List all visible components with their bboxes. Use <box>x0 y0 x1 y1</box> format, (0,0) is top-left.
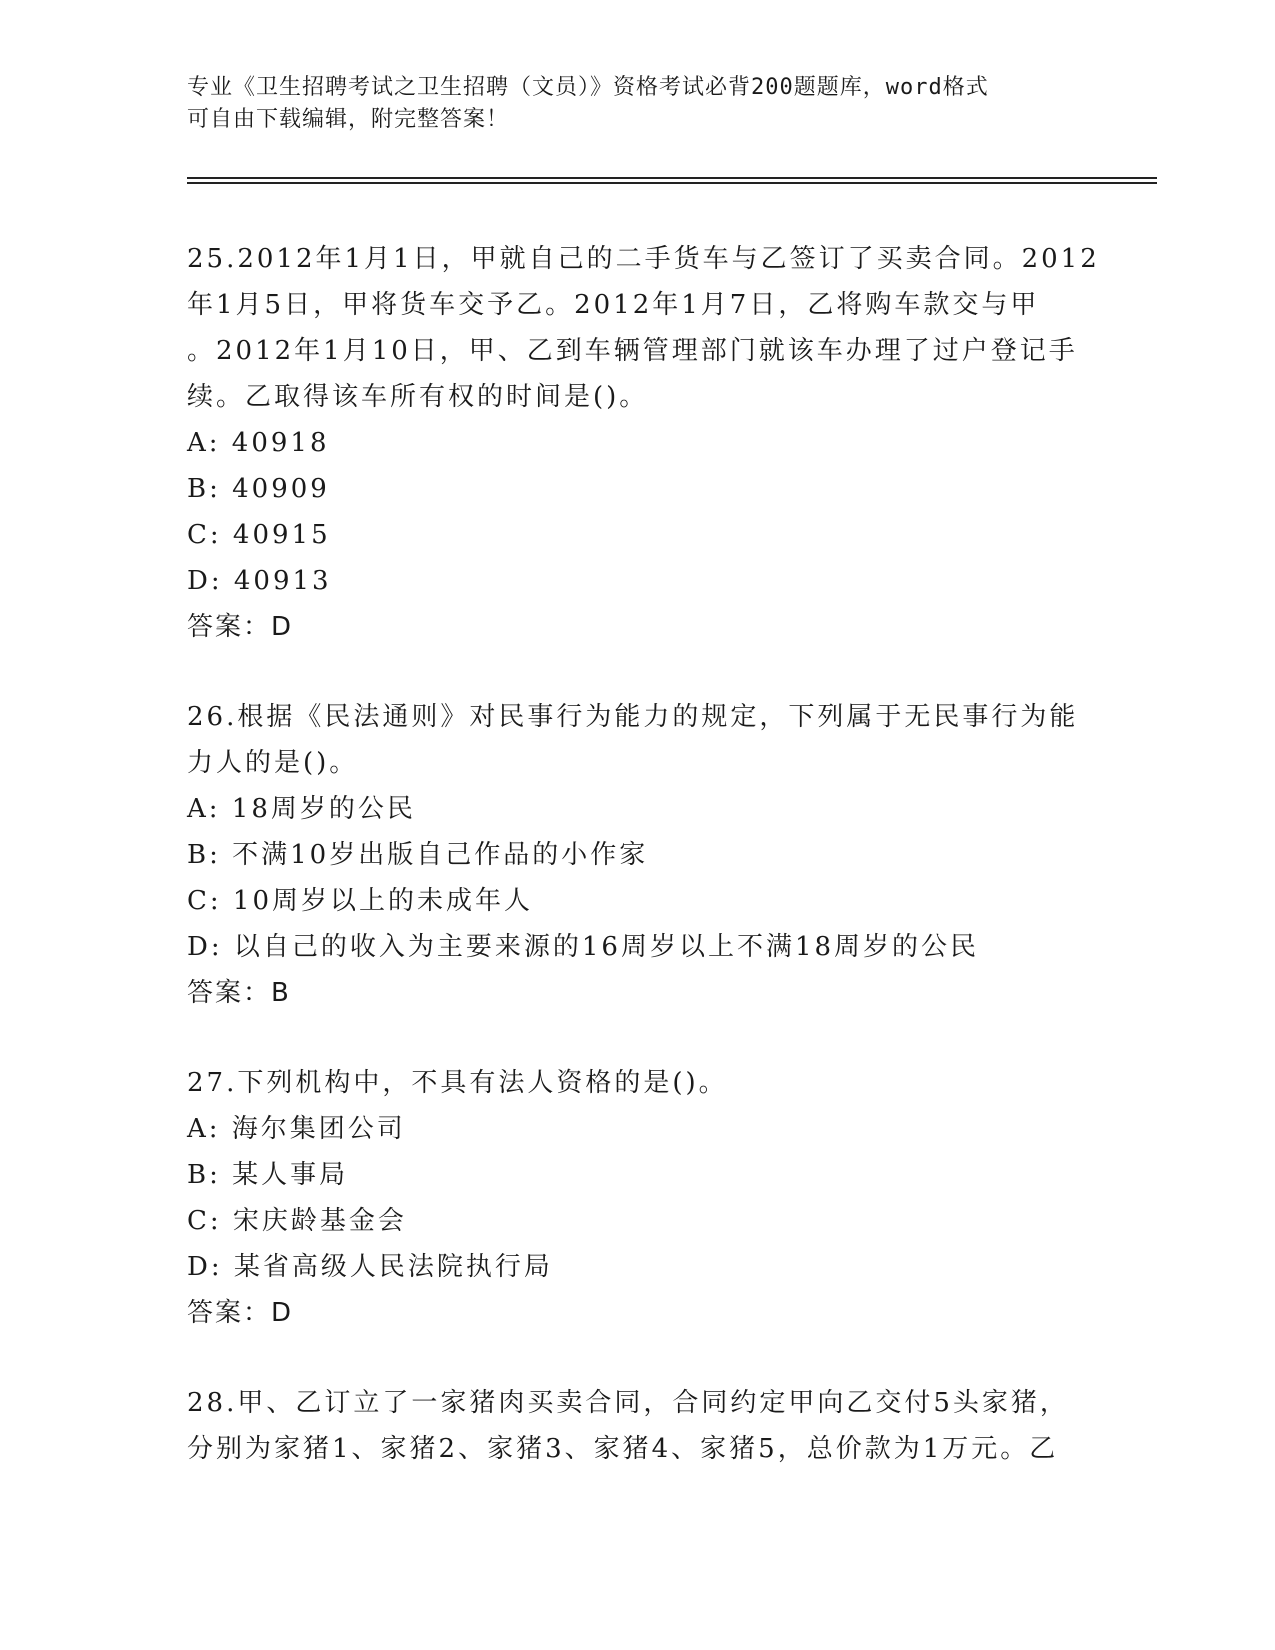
question-stem-line: 26.根据《民法通则》对民事行为能力的规定，下列属于无民事行为能 <box>187 702 1079 732</box>
question-stem-line: 分别为家猪1、家猪2、家猪3、家猪4、家猪5，总价款为1万元。乙 <box>187 1434 1059 1464</box>
header-divider-bottom <box>187 182 1157 184</box>
header-line-2: 可自由下载编辑，附完整答案！ <box>187 107 510 132</box>
question-25 <box>187 236 1100 650</box>
option-c: C: 10周岁以上的未成年人 <box>187 886 534 916</box>
header-divider-top <box>187 177 1157 179</box>
question-stem-line: 25.2012年1月1日，甲就自己的二手货车与乙签订了买卖合同。2012 <box>187 244 1100 274</box>
question-stem-line: 27.下列机构中，不具有法人资格的是()。 <box>187 1068 728 1098</box>
option-a: A: 18周岁的公民 <box>187 794 416 824</box>
option-c: C: 宋庆龄基金会 <box>187 1206 407 1236</box>
question-28 <box>187 1380 1087 1472</box>
question-27 <box>187 1060 1087 1336</box>
answer-line: 答案：D <box>187 612 294 642</box>
answer-line: 答案：D <box>187 1298 294 1328</box>
option-c: C: 40915 <box>187 520 331 550</box>
question-stem-line: 28.甲、乙订立了一家猪肉买卖合同，合同约定甲向乙交付5头家猪， <box>187 1388 1069 1418</box>
option-d: D: 某省高级人民法院执行局 <box>187 1252 553 1282</box>
option-a: A: 40918 <box>187 428 330 458</box>
question-26 <box>187 694 1087 1016</box>
option-d: D: 40913 <box>187 566 332 596</box>
option-d: D: 以自己的收入为主要来源的16周岁以上不满18周岁的公民 <box>187 932 980 962</box>
question-stem-line: 力人的是()。 <box>187 748 359 778</box>
answer-line: 答案：B <box>187 978 291 1008</box>
header-line-1: 专业《卫生招聘考试之卫生招聘（文员）》资格考试必背200题题库，word格式 <box>187 75 989 100</box>
document-header <box>187 72 1087 136</box>
option-b: B: 不满10岁出版自己作品的小作家 <box>187 840 649 870</box>
question-stem-line: 。2012年1月10日，甲、乙到车辆管理部门就该车办理了过户登记手 <box>187 336 1078 366</box>
option-b: B: 40909 <box>187 474 330 504</box>
question-stem-line: 续。乙取得该车所有权的时间是()。 <box>187 382 649 412</box>
question-list <box>187 236 1100 1516</box>
option-a: A: 海尔集团公司 <box>187 1114 406 1144</box>
question-stem-line: 年1月5日，甲将货车交予乙。2012年1月7日，乙将购车款交与甲 <box>187 290 1040 320</box>
option-b: B: 某人事局 <box>187 1160 349 1190</box>
